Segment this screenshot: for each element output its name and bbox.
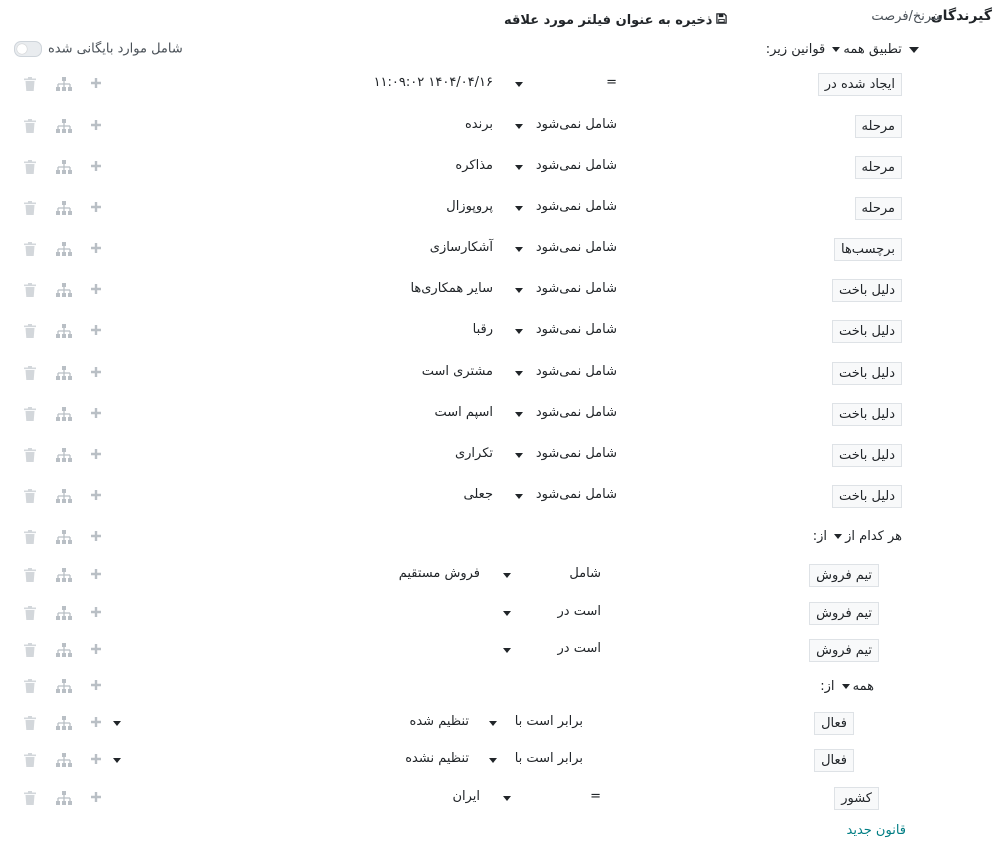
rule-field[interactable]: دلیل باخت (832, 485, 902, 508)
hierarchy-icon[interactable] (56, 119, 72, 137)
apply-suffix: قوانین زیر: (765, 42, 826, 57)
rule-value[interactable]: رقبا (472, 322, 493, 337)
hierarchy-icon[interactable] (56, 448, 72, 466)
group-any-mode[interactable]: هر کدام از (845, 529, 902, 544)
rule-field[interactable]: تیم فروش (809, 639, 879, 662)
hierarchy-icon[interactable] (56, 283, 72, 301)
recipients-label: گیرندگان (930, 8, 992, 24)
trash-icon[interactable] (24, 407, 36, 425)
apply-rules-selector[interactable] (766, 42, 922, 57)
trash-icon[interactable] (24, 366, 36, 384)
trash-icon[interactable] (24, 160, 36, 178)
chevron-down-icon[interactable] (515, 494, 523, 499)
save-icon (716, 13, 727, 28)
rule-value[interactable]: تنظیم شده (409, 714, 469, 729)
rule-operator[interactable]: شامل نمی‌شود (535, 322, 617, 337)
trash-icon[interactable] (24, 753, 36, 771)
rule-value[interactable]: پروپوزال (446, 199, 493, 214)
plus-icon[interactable] (90, 530, 102, 546)
hierarchy-icon[interactable] (56, 568, 72, 586)
rule-operator[interactable]: شامل نمی‌شود (535, 364, 617, 379)
hierarchy-icon[interactable] (56, 643, 72, 661)
rule-operator[interactable]: شامل نمی‌شود (535, 199, 617, 214)
rule-value[interactable]: ۱۴۰۴/۰۴/۱۶ ۱۱:۰۹:۰۲ (373, 75, 493, 90)
group-all-suffix: از: (820, 679, 835, 694)
rule-value[interactable]: فروش مستقیم (398, 566, 480, 581)
rule-field[interactable]: کشور (834, 787, 879, 810)
trash-icon[interactable] (24, 324, 36, 342)
rule-field[interactable]: تیم فروش (809, 564, 879, 587)
rule-operator[interactable]: شامل نمی‌شود (535, 487, 617, 502)
model-name: سرنخ/فرصت (871, 9, 943, 24)
plus-icon[interactable] (90, 366, 102, 382)
rule-value[interactable]: سایر همکاری‌ها (410, 281, 493, 296)
apply-mode[interactable]: همه (843, 42, 865, 57)
chevron-down-icon[interactable] (515, 453, 523, 458)
row-options-chevron-icon[interactable] (113, 721, 121, 726)
plus-icon[interactable] (90, 448, 102, 464)
rule-value[interactable]: برنده (464, 117, 493, 132)
rule-field[interactable]: دلیل باخت (832, 279, 902, 302)
plus-icon[interactable] (90, 324, 102, 340)
rule-field[interactable]: تیم فروش (809, 602, 879, 625)
chevron-down-icon[interactable] (832, 47, 840, 52)
rule-field[interactable]: برچسب‌ها (834, 238, 902, 261)
rule-field[interactable]: دلیل باخت (832, 403, 902, 426)
rule-value[interactable]: تکراری (454, 446, 493, 461)
rule-operator[interactable]: شامل نمی‌شود (535, 281, 617, 296)
trash-icon[interactable] (24, 716, 36, 734)
trash-icon[interactable] (24, 489, 36, 507)
rule-field[interactable]: دلیل باخت (832, 444, 902, 467)
hierarchy-icon[interactable] (56, 324, 72, 342)
rule-value[interactable]: اسپم است (434, 405, 493, 420)
hierarchy-icon[interactable] (56, 160, 72, 178)
collapse-caret-icon[interactable] (909, 47, 919, 53)
rule-field[interactable]: فعال (814, 712, 854, 735)
trash-icon[interactable] (24, 119, 36, 137)
group-any-suffix: از: (812, 529, 827, 544)
hierarchy-icon[interactable] (56, 791, 72, 809)
plus-icon[interactable] (90, 643, 102, 659)
row-options-chevron-icon[interactable] (113, 758, 121, 763)
rule-operator[interactable]: شامل نمی‌شود (535, 158, 617, 173)
plus-icon[interactable] (90, 160, 102, 176)
chevron-down-icon[interactable] (503, 648, 511, 653)
plus-icon[interactable] (90, 679, 102, 695)
hierarchy-icon[interactable] (56, 77, 72, 95)
hierarchy-icon[interactable] (56, 530, 72, 548)
hierarchy-icon[interactable] (56, 606, 72, 624)
rule-value[interactable]: مشتری است (421, 364, 493, 379)
rule-field[interactable]: ایجاد شده در (818, 73, 902, 96)
chevron-down-icon[interactable] (515, 329, 523, 334)
trash-icon[interactable] (24, 283, 36, 301)
hierarchy-icon[interactable] (56, 716, 72, 734)
toggle-switch[interactable] (14, 41, 42, 57)
chevron-down-icon[interactable] (489, 758, 497, 763)
trash-icon[interactable] (24, 242, 36, 260)
trash-icon[interactable] (24, 679, 36, 697)
trash-icon[interactable] (24, 201, 36, 219)
rule-value[interactable]: آشکارسازی (429, 240, 493, 255)
rule-value[interactable]: مذاکره (455, 158, 493, 173)
plus-icon[interactable] (90, 489, 102, 505)
plus-icon[interactable] (90, 242, 102, 258)
chevron-down-icon[interactable] (515, 165, 523, 170)
rule-value[interactable]: جعلی (463, 487, 493, 502)
apply-prefix: تطبیق (868, 42, 902, 57)
chevron-down-icon[interactable] (515, 82, 523, 87)
hierarchy-icon[interactable] (56, 753, 72, 771)
chevron-down-icon[interactable] (489, 721, 497, 726)
trash-icon[interactable] (24, 530, 36, 548)
plus-icon[interactable] (90, 119, 102, 135)
include-archived-toggle[interactable] (14, 41, 183, 57)
plus-icon[interactable] (90, 791, 102, 807)
rule-field[interactable]: مرحله (855, 156, 902, 179)
rule-value[interactable]: ایران (452, 789, 480, 804)
group-any-header[interactable] (813, 529, 902, 544)
chevron-down-icon[interactable] (515, 412, 523, 417)
chevron-down-icon[interactable] (515, 124, 523, 129)
rule-field[interactable]: دلیل باخت (832, 320, 902, 343)
rule-field[interactable]: فعال (814, 749, 854, 772)
hierarchy-icon[interactable] (56, 679, 72, 697)
plus-icon[interactable] (90, 716, 102, 732)
group-all-header[interactable] (820, 679, 874, 694)
hierarchy-icon[interactable] (56, 366, 72, 384)
rule-operator[interactable]: شامل نمی‌شود (535, 446, 617, 461)
chevron-down-icon[interactable] (515, 206, 523, 211)
save-favorite-button[interactable] (504, 13, 727, 28)
chevron-down-icon[interactable] (503, 573, 511, 578)
plus-icon[interactable] (90, 568, 102, 584)
rule-operator[interactable]: است در (557, 641, 601, 656)
plus-icon[interactable] (90, 283, 102, 299)
hierarchy-icon[interactable] (56, 407, 72, 425)
plus-icon[interactable] (90, 407, 102, 423)
rule-operator[interactable]: = (606, 75, 617, 90)
plus-icon[interactable] (90, 201, 102, 217)
include-archived-label: شامل موارد بایگانی شده (48, 41, 183, 57)
trash-icon[interactable] (24, 448, 36, 466)
trash-icon[interactable] (24, 77, 36, 95)
rule-operator[interactable]: شامل (569, 566, 601, 581)
plus-icon[interactable] (90, 77, 102, 93)
chevron-down-icon[interactable] (503, 796, 511, 801)
chevron-down-icon[interactable] (515, 288, 523, 293)
plus-icon[interactable] (90, 753, 102, 769)
trash-icon[interactable] (24, 568, 36, 586)
save-favorite-label: ذخیره به عنوان فیلتر مورد علاقه (504, 13, 713, 28)
hierarchy-icon[interactable] (56, 201, 72, 219)
rule-operator[interactable]: شامل نمی‌شود (535, 405, 617, 420)
rule-operator[interactable]: شامل نمی‌شود (535, 240, 617, 255)
rule-operator[interactable]: = (590, 789, 601, 804)
rule-field[interactable]: دلیل باخت (832, 362, 902, 385)
hierarchy-icon[interactable] (56, 242, 72, 260)
rule-operator[interactable]: است در (557, 604, 601, 619)
rule-operator[interactable]: برابر است با (514, 714, 583, 729)
rule-field[interactable]: مرحله (855, 197, 902, 220)
hierarchy-icon[interactable] (56, 489, 72, 507)
trash-icon[interactable] (24, 643, 36, 661)
rule-operator[interactable]: شامل نمی‌شود (535, 117, 617, 132)
chevron-down-icon[interactable] (503, 611, 511, 616)
plus-icon[interactable] (90, 606, 102, 622)
rule-field[interactable]: مرحله (855, 115, 902, 138)
trash-icon[interactable] (24, 606, 36, 624)
rule-value[interactable]: تنظیم نشده (405, 751, 469, 766)
chevron-down-icon[interactable] (515, 371, 523, 376)
chevron-down-icon[interactable] (515, 247, 523, 252)
chevron-down-icon[interactable] (842, 684, 850, 689)
rule-operator[interactable]: برابر است با (514, 751, 583, 766)
trash-icon[interactable] (24, 791, 36, 809)
chevron-down-icon[interactable] (834, 534, 842, 539)
group-all-mode[interactable]: همه (852, 679, 874, 694)
new-rule-link[interactable]: قانون جدید (846, 823, 906, 838)
